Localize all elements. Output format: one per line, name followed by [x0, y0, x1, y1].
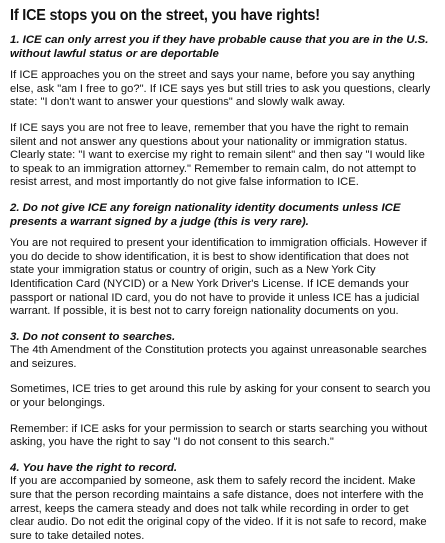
section-3-paragraph-3: Remember: if ICE asks for your permission to search or starts searching you without asking, you have the right to say "I do not consent to this search." — [10, 422, 428, 449]
section-3 — [10, 331, 435, 450]
section-1 — [10, 34, 435, 190]
section-2 — [10, 202, 435, 319]
section-4-heading: 4. You have the right to record. — [10, 461, 178, 474]
section-1-paragraph-1: If ICE approaches you on the street and says your name, before you say anything else, ask "am I free to go?". If ICE says yes but still tries to ask you questions, clearly state: "I don't want to answer your questions" and slowly walk away. — [10, 69, 431, 109]
section-3-paragraph-1: The 4th Amendment of the Constitution protects you against unreasonable searches and seizures. — [10, 344, 427, 370]
section-1-paragraph-2: If ICE says you are not free to leave, remember that you have the right to remain silent and not answer any questions about your nationality or immigration status. Clearly state: "I want to exercise my right to remain silent" and then say "I would like to speak to an immigration attorney." Remember to remain calm, do not attempt to resist arrest, and most importantly do not give false information to ICE. — [10, 121, 425, 189]
section-4 — [10, 462, 435, 543]
section-2-paragraph-1: You are not required to present your identification to immigration officials. However if you do decide to show identification, it is best to show identification that does not state your immigration status or country of origin, such as a New York City Identification Card (NYCID) or a New York Driver's License. If ICE demands your passport or national ID card, you do not have to provide it unless ICE has a judicial warrant. If possible, it is best not to carry foreign nationality documents on you. — [10, 237, 427, 318]
section-4-paragraph-1: If you are accompanied by someone, ask them to safely record the incident. Make sure that the person recording maintains a safe distance, does not interfere with the arrest, keeps the camera steady and does not talk while recording in order to get clear audio. Do not edit the original copy of the video. If it is not safe to record, make sure to take detailed notes. — [10, 475, 427, 542]
document-title: If ICE stops you on the street, you have rights! — [10, 7, 320, 24]
section-3-paragraph-2: Sometimes, ICE tries to get around this rule by asking for your consent to search you or your belongings. — [10, 383, 431, 410]
section-2-heading: 2. Do not give ICE any foreign nationality identity documents unless ICE presents a warrant signed by a judge (this is very rare). — [10, 201, 401, 228]
section-3-heading: 3. Do not consent to searches. — [10, 330, 176, 343]
section-1-heading: 1. ICE can only arrest you if they have probable cause that you are in the U.S. without lawful status or are deportable — [10, 34, 429, 60]
